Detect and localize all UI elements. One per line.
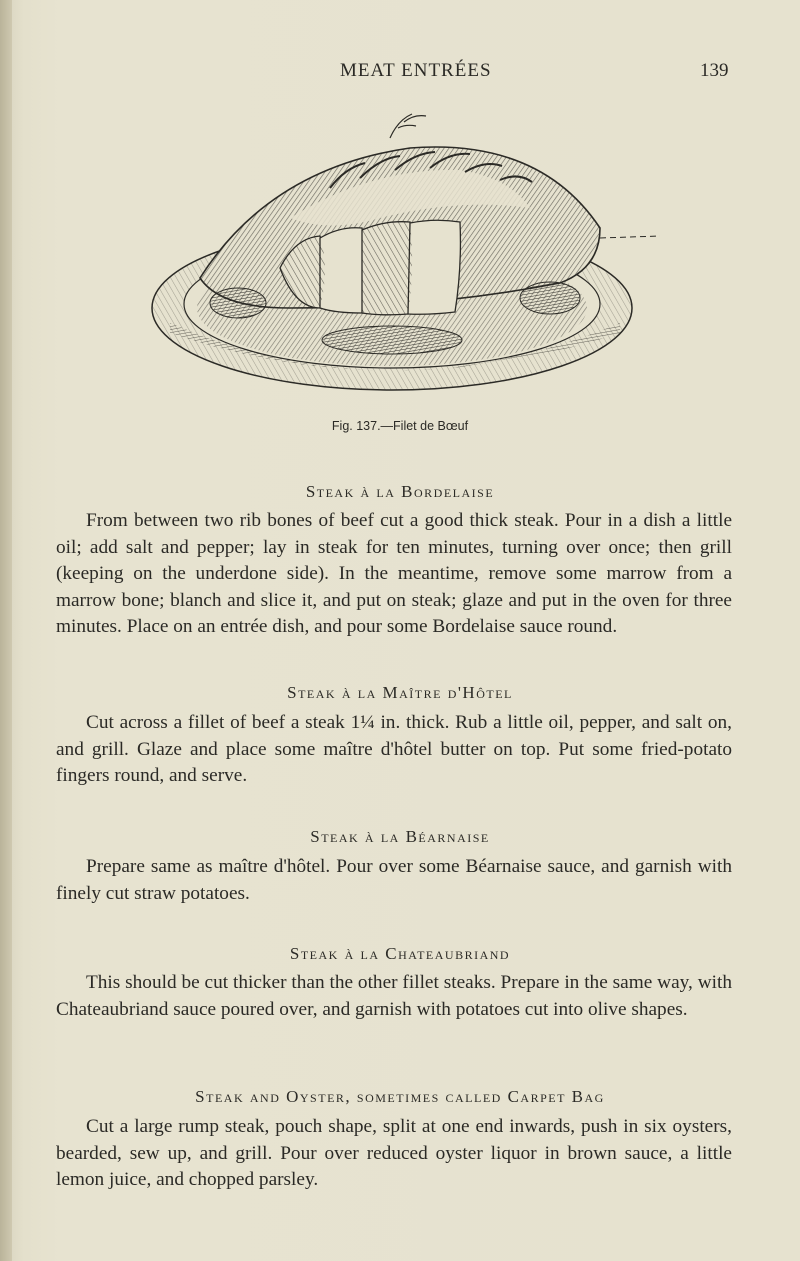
running-head: MEAT ENTRÉES	[340, 60, 492, 81]
page-gutter-shadow	[0, 0, 12, 1261]
page-number: 139	[700, 60, 729, 81]
heading-maitre-d-hotel: Steak à la Maître d'Hôtel	[287, 683, 513, 702]
paragraph-bordelaise: From between two rib bones of beef cut a good thick steak. Pour in a dish a little oil; add salt and pepper; lay in steak for ten minutes, turning over once; then grill (keeping on the underdone side). In the meantime, remove some marrow from a marrow bone; blanch and slice it, and put on steak; glaze and put in the oven for three minutes. Place on an entrée dish, and pour some Bordelaise sauce round.	[56, 510, 732, 638]
heading-steak-and-oyster: Steak and Oyster, sometimes called Carpet Bag	[195, 1087, 605, 1106]
heading-bearnaise: Steak à la Béarnaise	[310, 827, 490, 846]
heading-chateaubriand: Steak à la Chateaubriand	[289, 944, 511, 963]
paragraph-steak-and-oyster: Cut a large rump steak, pouch shape, split at one end inwards, push in six oysters, bearded, sew up, and grill. Pour over reduced oyster liquor in brown sauce, a little lemon juice, and chopped parsley.	[56, 1116, 732, 1191]
paragraph-bearnaise: Prepare same as maître d'hôtel. Pour over some Béarnaise sauce, and garnish with finely cut straw potatoes.	[56, 856, 732, 904]
heading-bordelaise: Steak à la Bordelaise	[305, 482, 495, 501]
figure-caption: Fig. 137.—Filet de Bœuf	[331, 419, 469, 433]
paragraph-chateaubriand: This should be cut thicker than the other fillet steaks. Prepare in the same way, with Chateaubriand sauce poured over, and garnish with potatoes cut into olive shapes.	[56, 972, 732, 1020]
filet-de-boeuf-illustration	[130, 108, 670, 413]
paragraph-maitre-d-hotel: Cut across a fillet of beef a steak 1¼ in. thick. Rub a little oil, pepper, and salt on, and grill. Glaze and place some maître d'hôtel butter on top. Put some fried-potato fingers round, and serve.	[56, 712, 732, 787]
